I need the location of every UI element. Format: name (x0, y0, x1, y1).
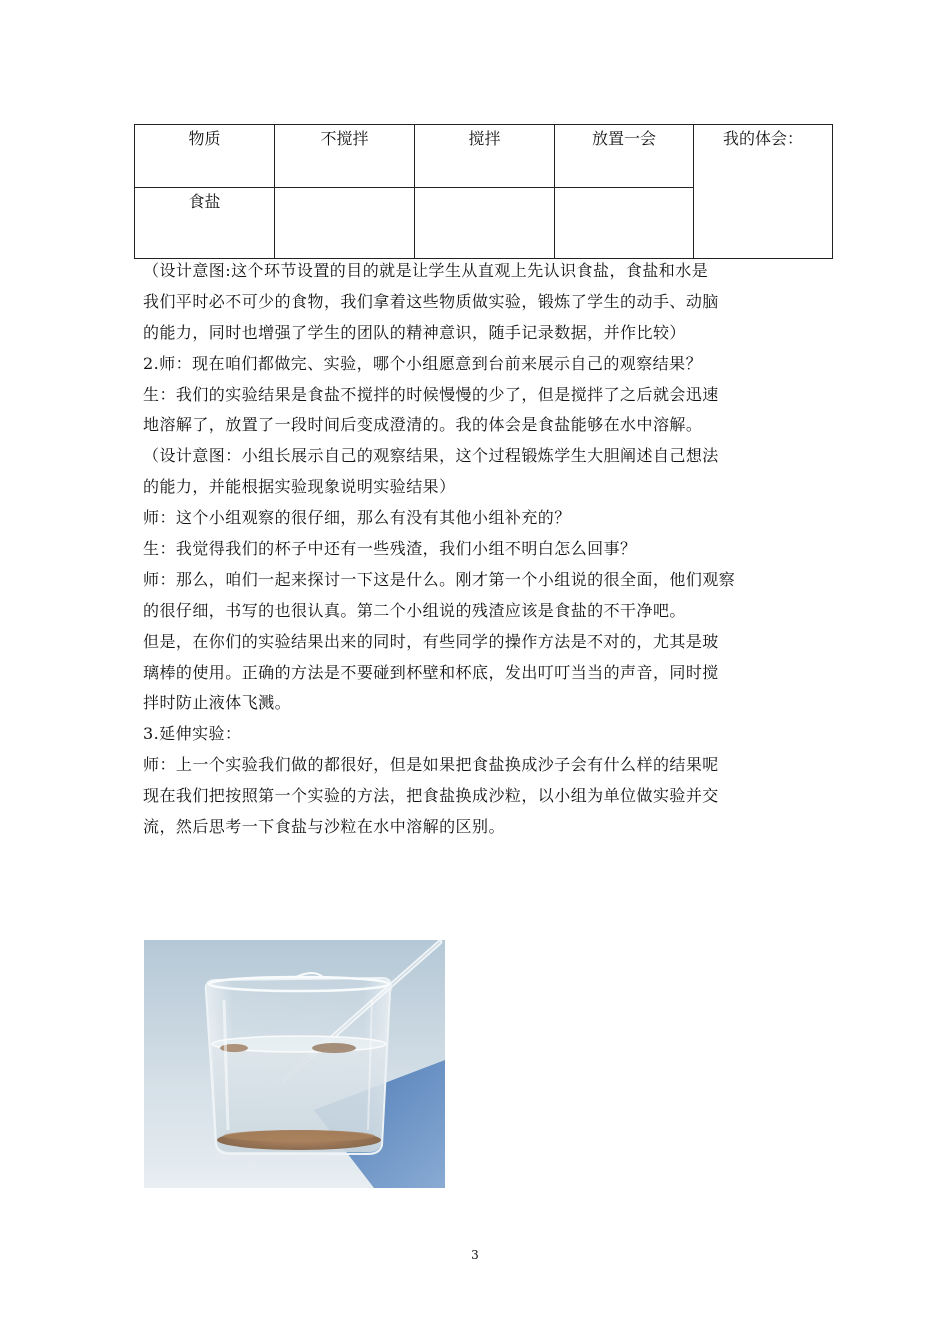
text-line: 的很仔细，书写的也很认真。第二个小组说的残渣应该是食盐的不干净吧。 (143, 600, 686, 620)
table-cell (415, 188, 555, 259)
table-header-row (135, 125, 833, 188)
text-line: 流，然后思考一下食盐与沙粒在水中溶解的区别。 (143, 817, 505, 837)
text-line: 生：我们的实验结果是食盐不搅拌的时候慢慢的少了，但是搅拌了之后就会迅速 (143, 384, 719, 404)
text-line: 拌时防止液体飞溅。 (143, 693, 292, 713)
header-substance: 物质 (135, 125, 275, 188)
header-no-stir: 不搅拌 (275, 125, 415, 188)
header-my-experience: 我的体会： (694, 125, 833, 259)
text-line: 师：上一个实验我们做的都很好，但是如果把食盐换成沙子会有什么样的结果呢 (143, 755, 719, 775)
row-label-salt: 食盐 (135, 188, 275, 259)
text-line: 的能力，同时也增强了学生的团队的精神意识，随手记录数据，并作比较） (143, 322, 686, 342)
text-line: 师：那么，咱们一起来探讨一下这是什么。刚才第一个小组说的很全面，他们观察 (143, 569, 736, 589)
beaker-sand-photo (144, 940, 445, 1188)
text-line: 我们平时必不可少的食物，我们拿着这些物质做实验，锻炼了学生的动手、动脑 (143, 291, 719, 311)
text-line: 3.延伸实验： (143, 724, 242, 744)
text-line: 师：这个小组观察的很仔细，那么有没有其他小组补充的？ (143, 508, 571, 528)
text-line: 但是，在你们的实验结果出来的同时，有些同学的操作方法是不对的，尤其是玻 (143, 631, 719, 651)
text-line: 2.师：现在咱们都做完、实验，哪个小组愿意到台前来展示自己的观察结果？ (143, 353, 703, 373)
text-line: 现在我们把按照第一个实验的方法，把食盐换成沙粒，以小组为单位做实验并交 (143, 786, 719, 806)
text-line: 璃棒的使用。正确的方法是不要碰到杯壁和杯底，发出叮叮当当的声音，同时搅 (143, 662, 719, 682)
table-cell (555, 188, 694, 259)
page-number: 3 (471, 1248, 479, 1262)
text-line: 地溶解了，放置了一段时间后变成澄清的。我的体会是食盐能够在水中溶解。 (143, 415, 703, 435)
text-line: 的能力，并能根据实验现象说明实验结果） (143, 477, 456, 497)
table-cell (275, 188, 415, 259)
header-stir: 搅拌 (415, 125, 555, 188)
header-let-stand: 放置一会 (555, 125, 694, 188)
text-line: （设计意图：小组长展示自己的观察结果，这个过程锻炼学生大胆阐述自己想法 (143, 446, 719, 466)
observation-table (134, 124, 833, 259)
text-line: 生：我觉得我们的杯子中还有一些残渣，我们小组不明白怎么回事？ (143, 539, 637, 559)
text-line: （设计意图:这个环节设置的目的就是让学生从直观上先认识食盐，食盐和水是 (143, 261, 709, 280)
body-text (143, 256, 808, 843)
